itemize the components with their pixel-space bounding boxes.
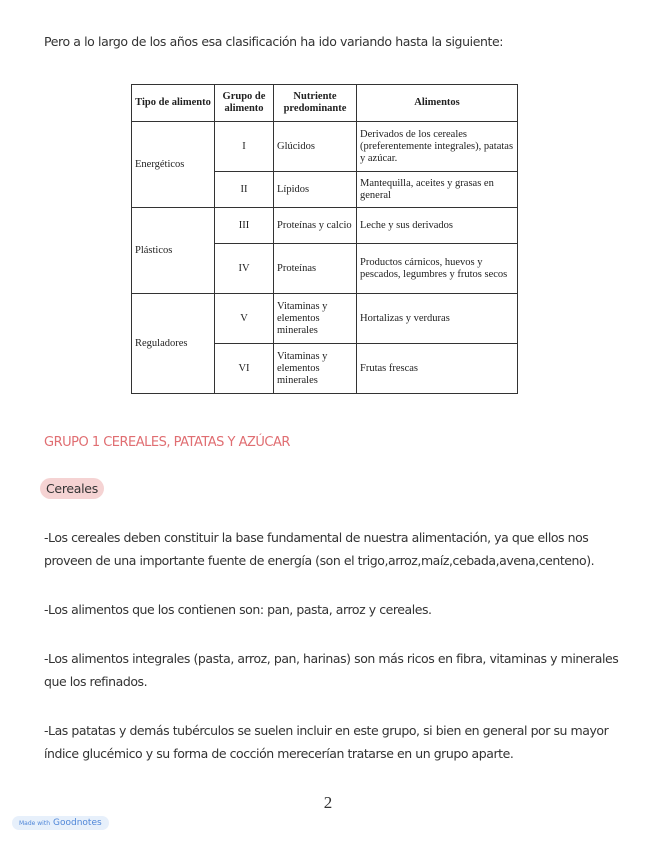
nutriente-cell: Glúcidos (274, 122, 357, 172)
paragraph: -Los alimentos que los contienen son: pan, pasta, arroz y cereales. (44, 602, 432, 617)
grupo-cell: II (215, 172, 274, 208)
grupo-cell: IV (215, 244, 274, 294)
grupo-cell: VI (215, 344, 274, 394)
grupo-cell: I (215, 122, 274, 172)
table-row (132, 208, 518, 244)
subheading-highlight: Cereales (40, 478, 104, 499)
alimentos-cell: Mantequilla, aceites y grasas en general (357, 172, 518, 208)
food-classification-table (131, 84, 518, 394)
table-row (132, 122, 518, 172)
paragraph: -Los alimentos integrales (pasta, arroz, pan, harinas) son más ricos en fibra, vitaminas y minerales que los refinados. (44, 651, 619, 689)
tipo-cell: Reguladores (132, 294, 215, 394)
table-row (132, 294, 518, 344)
header-nutriente: Nutriente predominante (274, 85, 357, 122)
nutriente-cell: Lípidos (274, 172, 357, 208)
nutriente-cell: Proteínas (274, 244, 357, 294)
goodnotes-badge (12, 816, 109, 830)
nutriente-cell: Proteínas y calcio (274, 208, 357, 244)
intro-text: Pero a lo largo de los años esa clasificación ha ido variando hasta la siguiente: (44, 34, 504, 49)
badge-prefix: Made with (19, 820, 50, 827)
grupo-cell: III (215, 208, 274, 244)
paragraph: -Las patatas y demás tubérculos se suelen incluir en este grupo, si bien en general por su mayor índice glucémico y su forma de cocción merecerían tratarse en un grupo aparte. (44, 723, 609, 761)
badge-brand: Goodnotes (53, 818, 102, 828)
paragraph: -Los cereales deben constituir la base fundamental de nuestra alimentación, ya que ellos nos proveen de una importante fuente de energía (son el trigo,arroz,maíz,cebada,avena,centeno). (44, 530, 595, 568)
alimentos-cell: Leche y sus derivados (357, 208, 518, 244)
tipo-cell: Plásticos (132, 208, 215, 294)
header-grupo: Grupo de alimento (215, 85, 274, 122)
alimentos-cell: Productos cárnicos, huevos y pescados, legumbres y frutos secos (357, 244, 518, 294)
grupo-cell: V (215, 294, 274, 344)
page-number: 2 (323, 793, 333, 812)
nutriente-cell: Vitaminas y elementos minerales (274, 294, 357, 344)
section-heading: GRUPO 1 CEREALES, PATATAS Y AZÚCAR (44, 435, 290, 450)
alimentos-cell: Hortalizas y verduras (357, 294, 518, 344)
table-header-row (132, 85, 518, 122)
alimentos-cell: Derivados de los cereales (preferentemente integrales), patatas y azúcar. (357, 122, 518, 172)
alimentos-cell: Frutas frescas (357, 344, 518, 394)
header-alimentos: Alimentos (357, 85, 518, 122)
nutriente-cell: Vitaminas y elementos minerales (274, 344, 357, 394)
tipo-cell: Energéticos (132, 122, 215, 208)
header-tipo: Tipo de alimento (132, 85, 215, 122)
